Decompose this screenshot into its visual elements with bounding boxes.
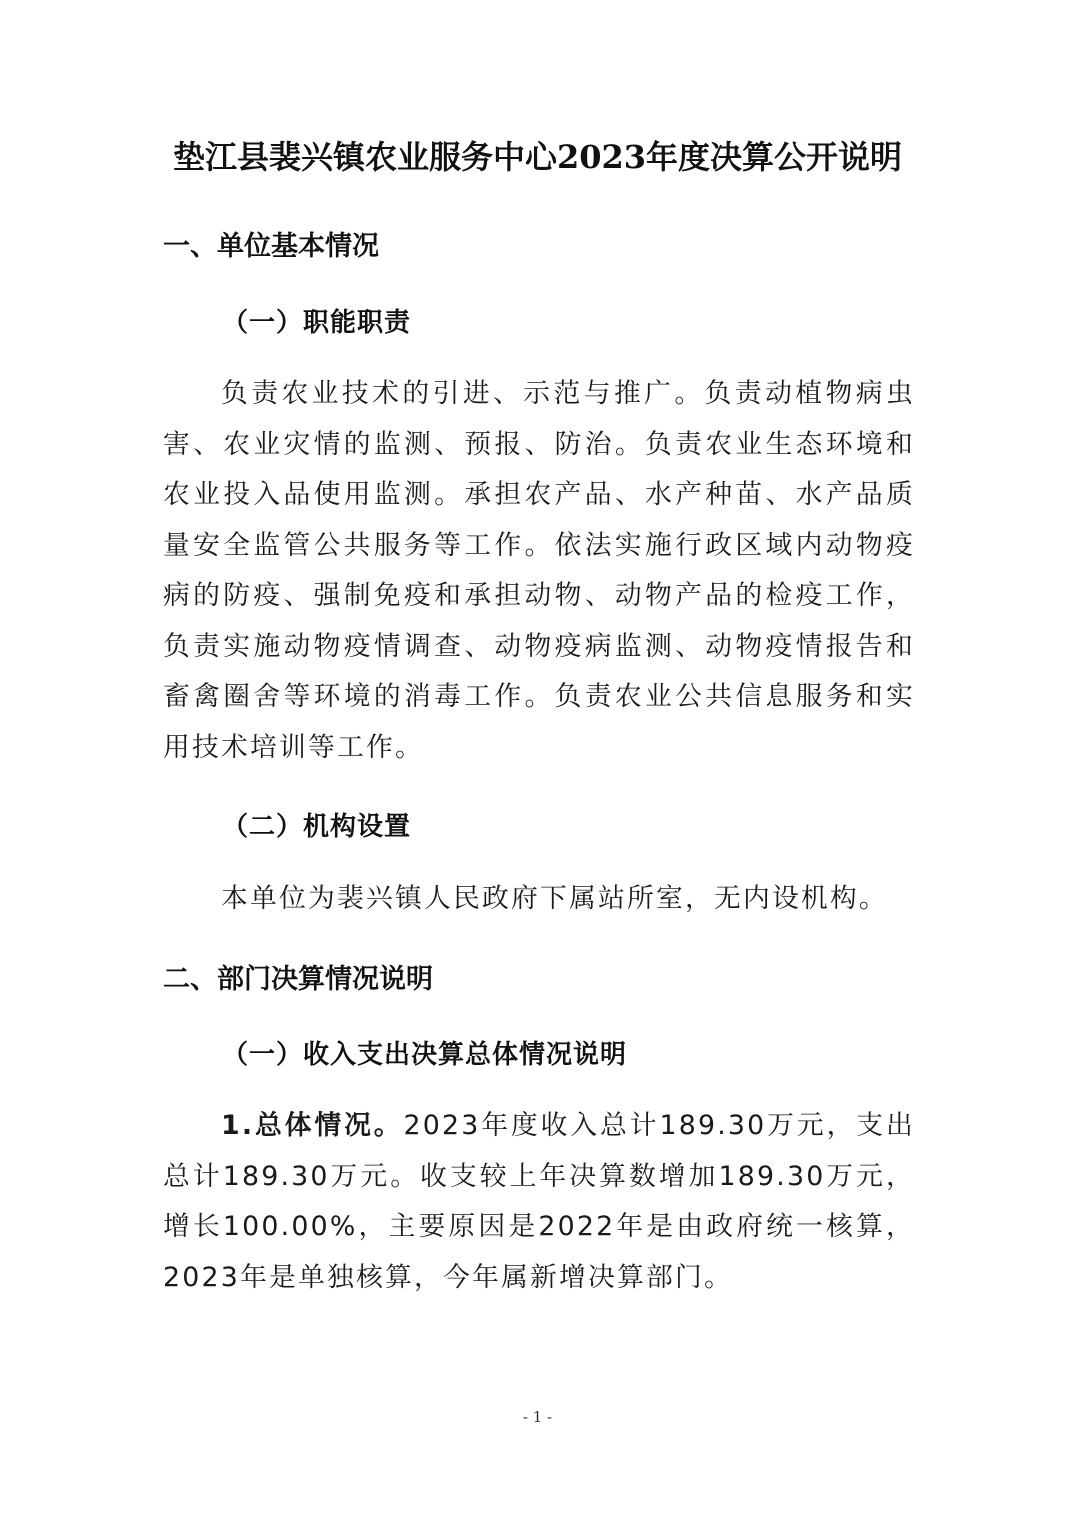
overall-situation-paragraph [163,1101,915,1303]
overall-situation-text: 2023年度收入总计189.30万元，支出总计189.30万元。收支较上年决算数增加189.30万元，增长100.00%，主要原因是2022年是由政府统一核算，2023年是单独核算，今年属新增决算部门。 [163,1110,915,1293]
page-number: - 1 - [522,1408,553,1426]
subsection-heading-organization: （二）机构设置 [222,812,412,842]
overall-situation-lead: 1.总体情况。 [221,1110,404,1141]
document-title: 垫江县裴兴镇农业服务中心2023年度决算公开说明 [172,138,903,176]
section-heading-final-accounts: 二、部门决算情况说明 [163,964,433,995]
duties-paragraph: 负责农业技术的引进、示范与推广。负责动植物病虫害、农业灾情的监测、预报、防治。负责农业生态环境和农业投入品使用监测。承担农产品、水产种苗、水产品质量安全监管公共服务等工作。依法实施行政区域内动物疫病的防疫、强制免疫和承担动物、动物产品的检疫工作，负责实施动物疫情调查、动物疫病监测、动物疫情报告和畜禽圈舍等环境的消毒工作。负责农业公共信息服务和实用技术培训等工作。 [163,378,915,763]
organization-paragraph: 本单位为裴兴镇人民政府下属站所室，无内设机构。 [221,883,888,914]
subsection-heading-duties: （一）职能职责 [222,308,412,338]
subsection-heading-income-expenditure: （一）收入支出决算总体情况说明 [222,1040,628,1070]
section-heading-basic-info: 一、单位基本情况 [163,231,379,262]
